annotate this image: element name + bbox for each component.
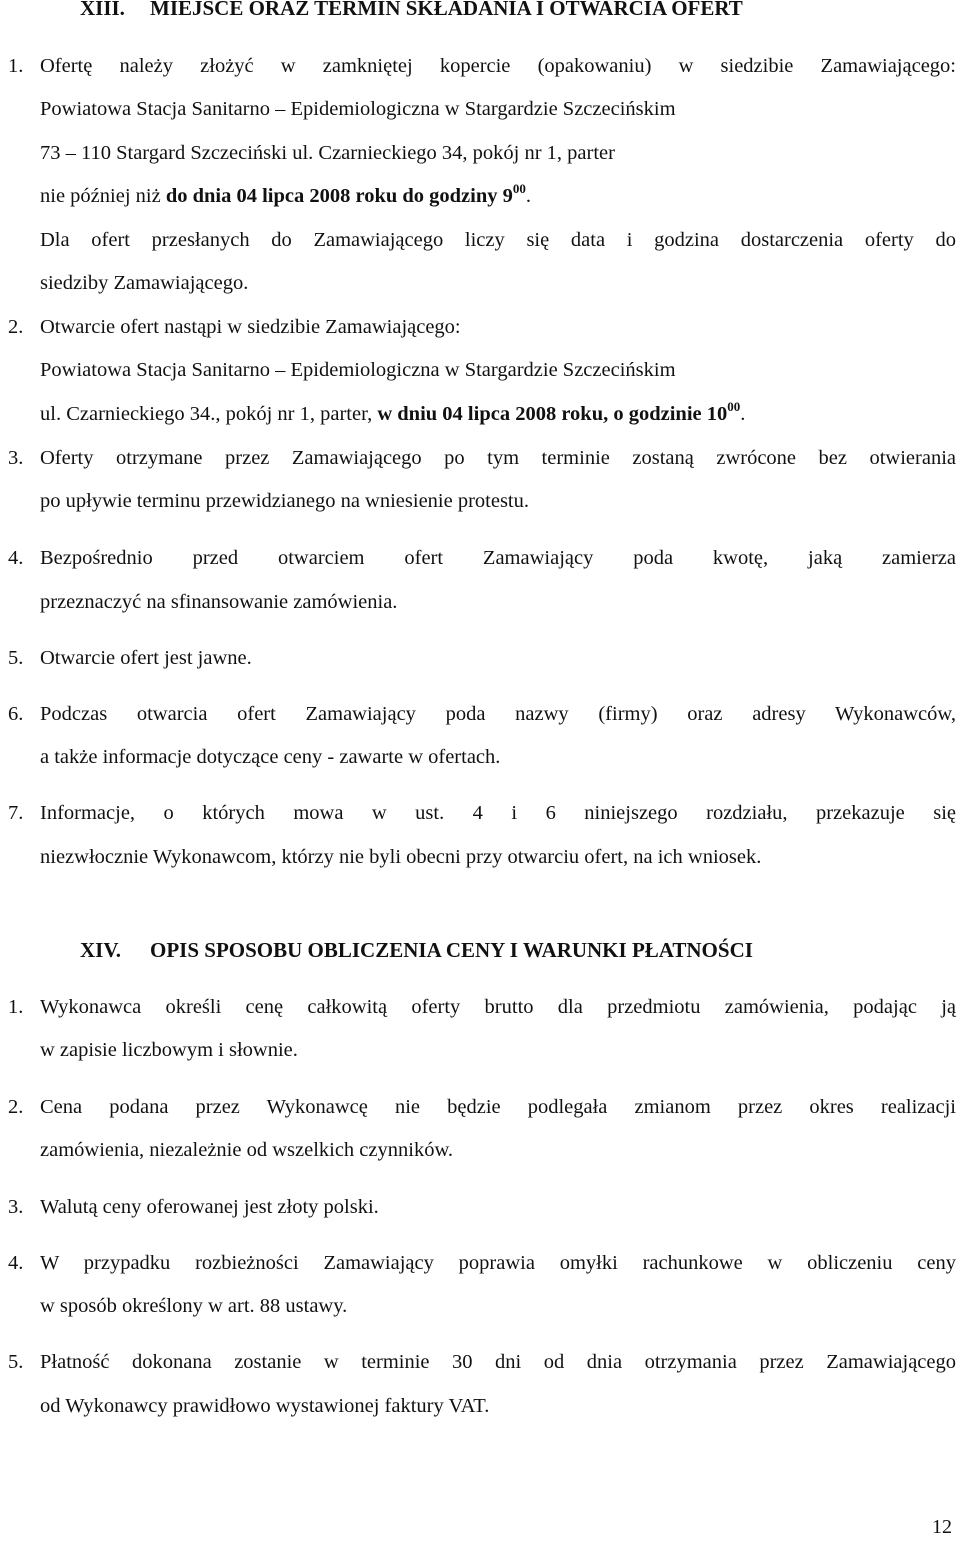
item-text-line: Płatność dokonana zostanie w terminie 30 dni od dnia otrzymania przez Zamawiającego bbox=[40, 1351, 956, 1373]
item-text-line: Podczas otwarcia ofert Zamawiający poda nazwy (firmy) oraz adresy Wykonawców, bbox=[40, 703, 956, 725]
section-heading-xiv bbox=[80, 938, 753, 963]
item-text-line: 73 – 110 Stargard Szczeciński ul. Czarnieckiego 34, pokój nr 1, parter bbox=[40, 142, 615, 164]
opening-minutes: 00 bbox=[727, 399, 741, 414]
item-text-line: Powiatowa Stacja Sanitarno – Epidemiologiczna w Stargardzie Szczecińskim bbox=[40, 98, 676, 120]
item-text-line: Wykonawca określi cenę całkowitą oferty brutto dla przedmiotu zamówienia, podając ją bbox=[40, 996, 956, 1018]
item-number: 2. bbox=[8, 316, 24, 338]
item-text-line: Bezpośrednio przed otwarciem ofert Zamawiający poda kwotę, jaką zamierza bbox=[40, 547, 956, 569]
item-text-line: Otwarcie ofert nastąpi w siedzibie Zamawiającego: bbox=[40, 316, 461, 338]
item-number: 5. bbox=[8, 647, 24, 669]
item-number: 2. bbox=[8, 1096, 24, 1118]
item-number: 7. bbox=[8, 802, 24, 824]
item-text-line bbox=[40, 399, 956, 426]
item-text-line: W przypadku rozbieżności Zamawiający poprawia omyłki rachunkowe w obliczeniu ceny bbox=[40, 1252, 956, 1274]
page-number: 12 bbox=[932, 1516, 952, 1538]
item-number: 1. bbox=[8, 996, 24, 1018]
item-text-line: przeznaczyć na sfinansowanie zamówienia. bbox=[40, 591, 398, 613]
item-text-line: po upływie terminu przewidzianego na wniesienie protestu. bbox=[40, 490, 530, 512]
item-text-line: w sposób określony w art. 88 ustawy. bbox=[40, 1295, 348, 1317]
item-text-line: Dla ofert przesłanych do Zamawiającego liczy się data i godzina dostarczenia oferty do bbox=[40, 229, 956, 251]
item-text-line: Walutą ceny oferowanej jest złoty polski. bbox=[40, 1196, 379, 1218]
text-span: nie później niż bbox=[40, 185, 166, 207]
text-span: . bbox=[740, 403, 746, 425]
section-title: OPIS SPOSOBU OBLICZENIA CENY I WARUNKI PŁATNOŚCI bbox=[150, 938, 753, 962]
deadline-minutes: 00 bbox=[512, 181, 526, 196]
text-span: ul. Czarnieckiego 34., pokój nr 1, parter, bbox=[40, 403, 378, 425]
opening-date: w dniu 04 lipca 2008 roku, o godzinie 10 bbox=[377, 403, 728, 425]
item-text-line: Cena podana przez Wykonawcę nie będzie podlegała zmianom przez okres realizacji bbox=[40, 1096, 956, 1118]
item-text-line bbox=[40, 181, 956, 208]
item-number: 6. bbox=[8, 703, 24, 725]
deadline-date: do dnia 04 lipca 2008 roku do godziny 9 bbox=[165, 185, 513, 207]
item-text-line: w zapisie liczbowym i słownie. bbox=[40, 1039, 298, 1061]
section-number: XIV. bbox=[80, 938, 122, 962]
item-number: 3. bbox=[8, 1196, 24, 1218]
item-text-line: Informacje, o których mowa w ust. 4 i 6 niniejszego rozdziału, przekazuje się bbox=[40, 802, 956, 824]
item-text-line: a także informacje dotyczące ceny - zawarte w ofertach. bbox=[40, 746, 501, 768]
item-number: 4. bbox=[8, 1252, 24, 1274]
item-text-line: Oferty otrzymane przez Zamawiającego po tym terminie zostaną zwrócone bez otwierania bbox=[40, 447, 956, 469]
text-span: . bbox=[525, 185, 532, 207]
section-title: MIEJSCE ORAZ TERMIN SKŁADANIA I OTWARCIA OFERT bbox=[150, 0, 743, 20]
item-text-line: zamówienia, niezależnie od wszelkich czynników. bbox=[40, 1139, 454, 1161]
item-text-line: siedziby Zamawiającego. bbox=[40, 272, 249, 294]
item-text-line: Ofertę należy złożyć w zamkniętej kopercie (opakowaniu) w siedzibie Zamawiającego: bbox=[40, 55, 956, 77]
item-text-line: od Wykonawcy prawidłowo wystawionej faktury VAT. bbox=[40, 1395, 490, 1417]
item-text-line: Powiatowa Stacja Sanitarno – Epidemiologiczna w Stargardzie Szczecińskim bbox=[40, 359, 676, 381]
section-number: XIII. bbox=[80, 0, 125, 20]
item-number: 5. bbox=[8, 1351, 24, 1373]
section-heading-xiii bbox=[80, 0, 743, 21]
item-number: 4. bbox=[8, 547, 24, 569]
item-text-line: Otwarcie ofert jest jawne. bbox=[40, 647, 252, 669]
item-number: 1. bbox=[8, 55, 24, 77]
item-text-line: niezwłocznie Wykonawcom, którzy nie byli obecni przy otwarciu ofert, na ich wniosek. bbox=[40, 846, 762, 868]
item-number: 3. bbox=[8, 447, 24, 469]
